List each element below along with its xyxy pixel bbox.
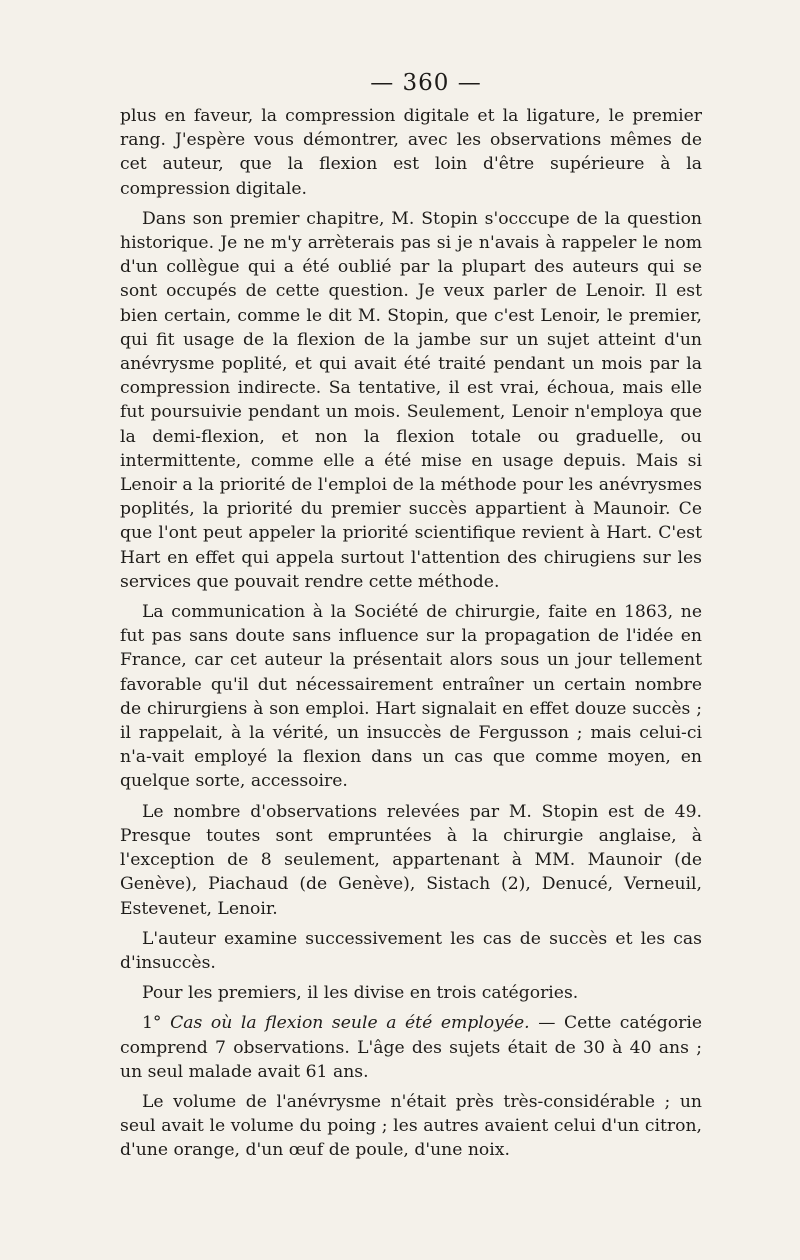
category-heading: Cas où la flexion seule a été employée. [170,1013,530,1034]
paragraph-8: Le volume de l'anévrysme n'était près très-considérable ; un seul avait le volume du poing ; les autres avaient celui d'un citron, d'une orange, d'un œuf de poule, d'une noix. [120,1091,702,1161]
paragraph-3: La communication à la Société de chirurgie, faite en 1863, ne fut pas sans doute sans influence sur la propagation de l'idée en France, car cet auteur la présentait alors sous un jour tellement favorable qu'il dut nécessairement entraîner un certain nombre de chirurgiens à son emploi. Hart signalait en effet douze succès ; il rappelait, à la vérité, un insuccès de Fergusson ; mais celui-ci n'a-vait employé la flexion dans un cas que comme moyen, en quelque sorte, accessoire. [120,602,702,792]
paragraph-1: plus en faveur, la compression digitale et la ligature, le premier rang. J'espère vous démontrer, avec les observations mêmes de cet auteur, que la flexion est loin d'être supérieure à la compression digitale. [120,106,702,199]
paragraph-4: Le nombre d'observations relevées par M. Stopin est de 49. Presque toutes sont empruntées à la chirurgie anglaise, à l'exception de 8 seulement, appartenant à MM. Maunoir (de Genève), Piachaud (de Genève), Sistach (2), Denucé, Verneuil, Estevenet, Lenoir. [120,801,702,919]
category-description: — Cette catégorie comprend 7 observations. L'âge des sujets était de 30 à 40 ans ; un seul malade avait 61 ans. [120,1013,702,1082]
page-number: — 360 — [370,70,482,96]
paragraph-5: L'auteur examine successivement les cas de succès et les cas d'insuccès. [120,928,702,973]
paragraph-2: Dans son premier chapitre, M. Stopin s'occcupe de la question historique. Je ne m'y arrèterais pas si je n'avais à rappeler le nom d'un collègue qui a été oublié par la plupart des auteurs qui se sont occupés de cette question. Je veux parler de Lenoir. Il est bien certain, comme le dit M. Stopin, que c'est Lenoir, le premier, qui fit usage de la flexion de la jambe sur un sujet atteint d'un anévrysme poplité, et qui avait été traité pendant un mois par la compression indirecte. Sa tentative, il est vrai, échoua, mais elle fut poursuivie pendant un mois. Seulement, Lenoir n'employa que la demi-flexion, et non la flexion totale ou graduelle, ou intermittente, comme elle a été mise en usage depuis. Mais si Lenoir a la priorité de l'emploi de la méthode pour les anévrysmes poplités, la priorité du premier succès appartient à Maunoir. Ce que l'ont peut appeler la priorité scientifique revient à Hart. C'est Hart en effet qui appela surtout l'attention des chirugiens sur les services que pouvait rendre cette méthode. [120,208,702,592]
paragraph-6: Pour les premiers, il les divise en trois catégories. [142,983,579,1004]
paragraph-7 [120,1011,702,1084]
list-marker: 1° [142,1013,171,1034]
